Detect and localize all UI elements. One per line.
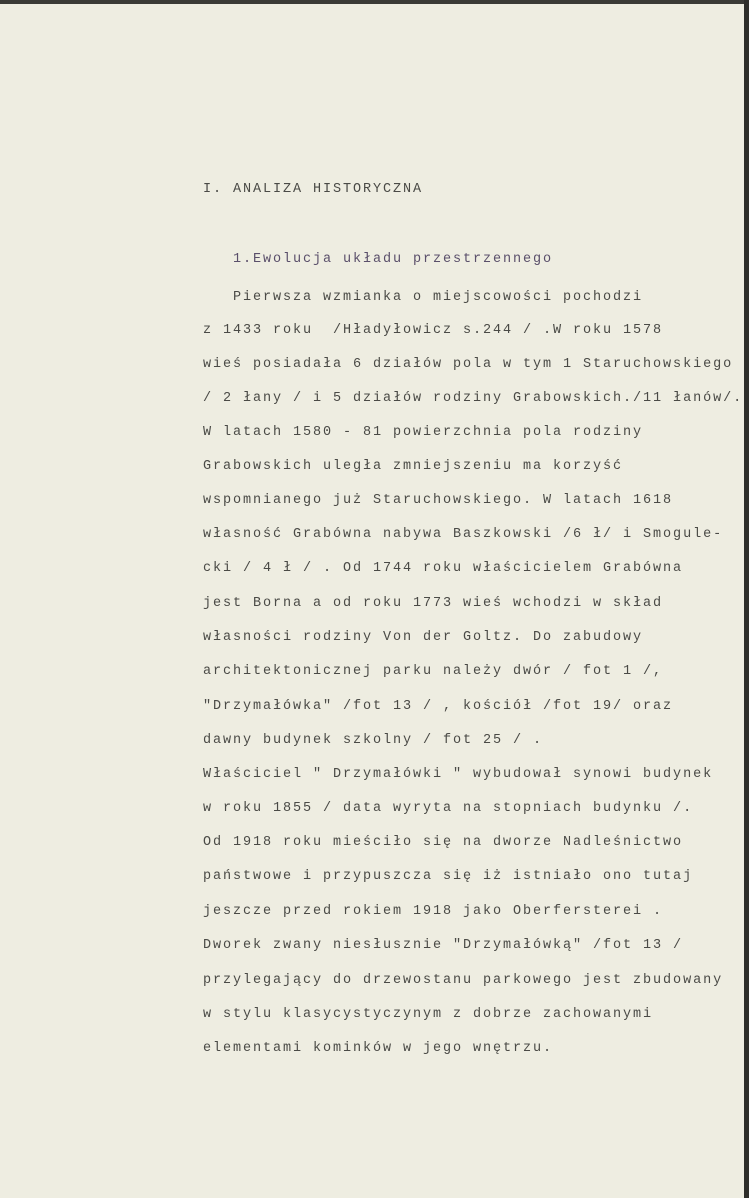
text-line: własności rodziny Von der Goltz. Do zabudowy: [203, 630, 644, 645]
text-line: z 1433 roku /Hładyłowicz s.244 / .W roku 1578: [203, 323, 664, 338]
subsection-heading: 1.Ewolucja układu przestrzennego: [233, 252, 554, 267]
text-line: W latach 1580 - 81 powierzchnia pola rodziny: [203, 425, 644, 440]
text-line: przylegający do drzewostanu parkowego jest zbudowany: [203, 973, 724, 988]
text-line: Właściciel " Drzymałówki " wybudował synowi budynek: [203, 767, 714, 782]
text-line: jeszcze przed rokiem 1918 jako Oberfersterei .: [203, 904, 664, 919]
text-line: architektonicznej parku należy dwór / fot 1 /,: [203, 664, 664, 679]
section-heading: I. ANALIZA HISTORYCZNA: [203, 182, 424, 197]
text-line: wieś posiadała 6 działów pola w tym 1 Staruchowskiego: [203, 357, 734, 372]
text-line: / 2 łany / i 5 działów rodziny Grabowskich./11 łanów/.: [203, 391, 744, 406]
text-line: cki / 4 ł / . Od 1744 roku właścicielem Grabówna: [203, 561, 684, 576]
text-line: Od 1918 roku mieściło się na dworze Nadleśnictwo: [203, 835, 684, 850]
text-line: państwowe i przypuszcza się iż istniało ono tutaj: [203, 869, 694, 884]
text-line: w stylu klasycystyczynym z dobrze zachowanymi: [203, 1007, 654, 1022]
text-line: "Drzymałówka" /fot 13 / , kościół /fot 19/ oraz: [203, 699, 674, 714]
page-edge: [744, 0, 749, 1198]
text-line: w roku 1855 / data wyryta na stopniach budynku /.: [203, 801, 694, 816]
text-line: wspomnianego już Staruchowskiego. W latach 1618: [203, 493, 674, 508]
document-page: [0, 4, 744, 1198]
text-line: Pierwsza wzmianka o miejscowości pochodzi: [233, 290, 644, 305]
text-line: elementami kominków w jego wnętrzu.: [203, 1041, 554, 1056]
text-line: dawny budynek szkolny / fot 25 / .: [203, 733, 544, 748]
text-line: Grabowskich uległa zmniejszeniu ma korzyść: [203, 459, 624, 474]
text-line: Dworek zwany niesłusznie "Drzymałówką" /fot 13 /: [203, 938, 684, 953]
text-line: własność Grabówna nabywa Baszkowski /6 ł/ i Smogule-: [203, 527, 724, 542]
text-line: jest Borna a od roku 1773 wieś wchodzi w skład: [203, 596, 664, 611]
